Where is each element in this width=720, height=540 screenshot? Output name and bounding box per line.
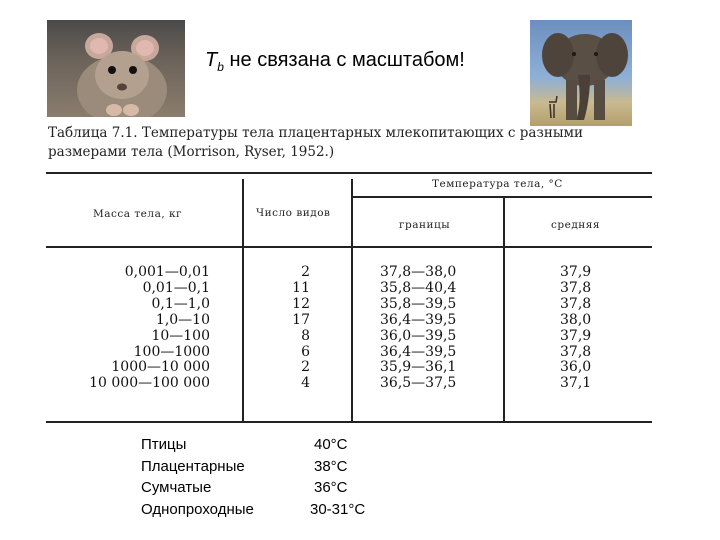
cell-range: 35,9—36,1: [380, 359, 457, 376]
cell-mass: 100—1000: [133, 343, 210, 360]
cell-mass: 0,001—0,01: [124, 264, 210, 280]
header-range: границы: [399, 219, 451, 231]
elephant-photo: [530, 20, 632, 126]
cell-species: 12: [292, 295, 310, 312]
table-top-rule: [46, 172, 652, 174]
cell-average: 37,9: [560, 264, 592, 280]
table-divider-3: [503, 198, 505, 421]
header-average: средняя: [551, 219, 601, 231]
tb-symbol: T: [205, 49, 218, 71]
header-species: Число видов: [256, 207, 331, 219]
group-name: Плацентарные: [141, 457, 245, 475]
table-caption: Таблица 7.1. Температуры тела плацентарных млекопитающих с разными размерами тела (Morrison, Ryser, 1952.): [48, 125, 584, 160]
cell-species: 2: [301, 264, 310, 280]
slide-heading: [205, 49, 465, 74]
group-temp-list: [312, 434, 365, 520]
cell-mass: 1000—10 000: [111, 359, 210, 376]
group-name: Однопроходные: [141, 500, 254, 518]
cell-range: 36,4—39,5: [380, 343, 457, 360]
cell-range: 36,4—39,5: [380, 311, 457, 328]
column-species: [250, 265, 310, 392]
table-divider-1: [242, 179, 244, 421]
cell-average: 37,1: [560, 375, 592, 392]
cell-average: 37,8: [560, 343, 592, 360]
header-mass: Масса тела, кг: [93, 208, 183, 220]
cell-species: 6: [301, 343, 310, 360]
cell-average: 38,0: [560, 311, 592, 328]
group-name-list: [141, 434, 254, 520]
cell-range: 37,8—38,0: [380, 264, 457, 280]
cell-average: 37,9: [560, 327, 592, 344]
column-mass: [60, 265, 220, 392]
cell-range: 35,8—39,5: [380, 295, 457, 312]
group-temp: 30-31°C: [310, 500, 366, 518]
cell-species: 8: [301, 327, 310, 344]
group-name: Сумчатые: [141, 479, 212, 496]
cell-mass: 1,0—10: [155, 311, 210, 328]
cell-mass: 10—100: [151, 327, 210, 344]
cell-mass: 10 000—100 000: [89, 375, 210, 392]
heading-text: не связана с масштабом!: [223, 49, 465, 71]
header-temperature: Температура тела, °C: [432, 178, 563, 190]
table-header-rule: [46, 246, 652, 248]
cell-average: 36,0: [560, 359, 592, 376]
mouse-photo: [47, 20, 185, 117]
cell-average: 37,8: [560, 279, 592, 296]
table-bottom-rule: [46, 421, 652, 423]
group-temp: 36°C: [314, 479, 348, 496]
table-temperature-rule: [352, 196, 652, 198]
cell-mass: 0,1—1,0: [151, 295, 210, 312]
cell-species: 11: [292, 279, 310, 296]
column-range: [380, 265, 490, 392]
cell-range: 36,0—39,5: [380, 327, 457, 344]
cell-range: 35,8—40,4: [380, 279, 457, 296]
group-temp: 38°C: [314, 457, 348, 475]
cell-average: 37,8: [560, 295, 592, 312]
group-name: Птицы: [141, 436, 187, 453]
table-divider-2: [351, 179, 353, 421]
group-temp: 40°C: [314, 436, 348, 453]
tb-subscript: b: [217, 60, 224, 74]
cell-range: 36,5—37,5: [380, 375, 457, 392]
cell-species: 17: [292, 311, 310, 328]
cell-mass: 0,01—0,1: [142, 279, 210, 296]
column-average: [560, 265, 610, 392]
cell-species: 4: [301, 375, 310, 392]
cell-species: 2: [301, 359, 310, 376]
